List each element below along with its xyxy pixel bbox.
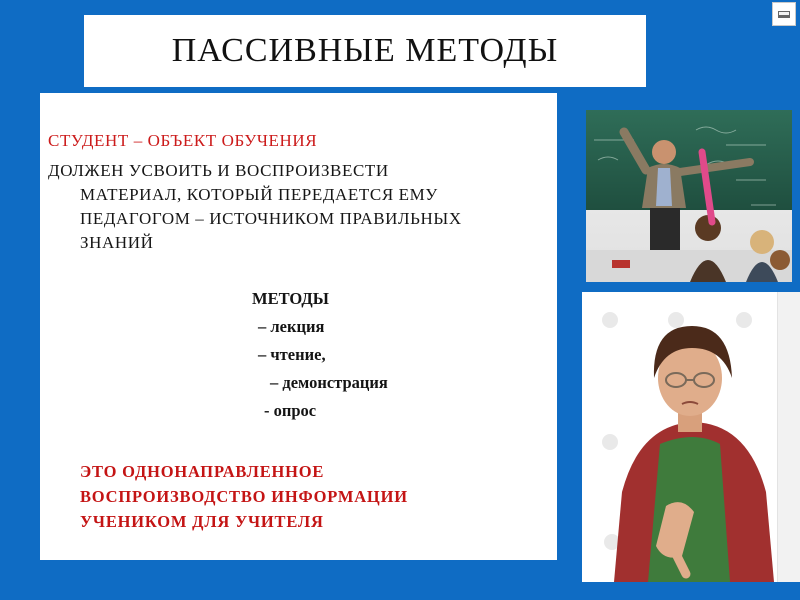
classroom-photo-graphic	[586, 110, 792, 282]
methods-heading: МЕТОДЫ	[252, 289, 329, 308]
content-box	[40, 93, 557, 560]
conclusion-line-2: ВОСПРОИЗВОДСТВО ИНФОРМАЦИИ	[80, 487, 408, 506]
conclusion-line-1: ЭТО ОДНОНАПРАВЛЕННОЕ	[80, 462, 325, 481]
page-title: ПАССИВНЫЕ МЕТОДЫ	[171, 32, 559, 69]
student-object-line: СТУДЕНТ – ОБЪЕКТ ОБУЧЕНИЯ	[48, 131, 318, 150]
method-item: - опрос	[264, 401, 317, 420]
must-line-4: ЗНАНИЙ	[80, 233, 154, 252]
title-box	[84, 15, 646, 87]
woman-photo-graphic	[582, 292, 800, 582]
must-line-3: ПЕДАГОГОМ – ИСТОЧНИКОМ ПРАВИЛЬНЫХ	[80, 209, 462, 228]
must-line-2: МАТЕРИАЛ, КОТОРЫЙ ПЕРЕДАЕТСЯ ЕМУ	[80, 185, 438, 204]
window-toggle-button[interactable]	[772, 2, 796, 26]
window-icon	[778, 11, 790, 18]
watermark-strip	[777, 292, 800, 582]
method-item: – чтение,	[258, 345, 326, 364]
classroom-photo	[586, 110, 792, 282]
method-item: – демонстрация	[270, 373, 388, 392]
must-line-1: ДОЛЖЕН УСВОИТЬ И ВОСПРОИЗВЕСТИ	[48, 161, 389, 180]
woman-photo	[582, 292, 800, 582]
method-item: – лекция	[258, 317, 325, 336]
conclusion-line-3: УЧЕНИКОМ ДЛЯ УЧИТЕЛЯ	[80, 512, 324, 531]
